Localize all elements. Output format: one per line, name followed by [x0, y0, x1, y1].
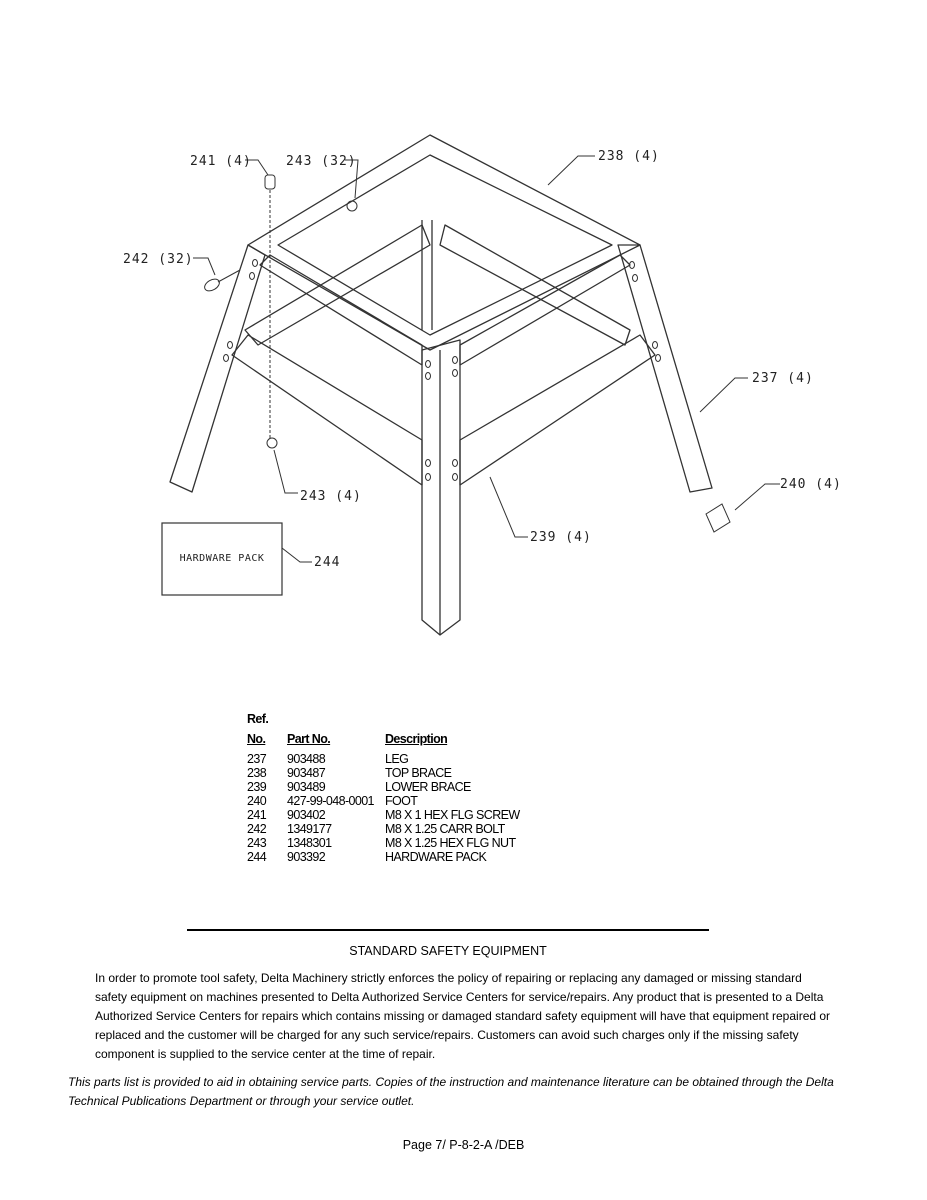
header-ref: Ref. — [247, 712, 269, 726]
foot-240-icon — [706, 504, 730, 532]
callout-244: 244 — [314, 555, 341, 570]
upper-brace-right — [460, 255, 630, 365]
section-divider — [187, 929, 709, 931]
callout-242: 242 (32) — [123, 252, 194, 267]
callout-238: 238 (4) — [598, 149, 660, 164]
screw-241-icon — [265, 175, 275, 189]
callout-239: 239 (4) — [530, 530, 592, 545]
table-row: 244 903392 HARDWARE PACK — [247, 850, 487, 864]
lower-brace-back-right — [440, 225, 630, 345]
front-leg — [422, 340, 460, 635]
table-row: 238 903487 TOP BRACE — [247, 766, 452, 780]
lower-brace-left — [232, 335, 422, 485]
table-row: 242 1349177 M8 X 1.25 CARR BOLT — [247, 822, 505, 836]
nut-243-top-icon — [347, 201, 357, 211]
lower-brace-right — [460, 335, 655, 485]
table-row: 239 903489 LOWER BRACE — [247, 780, 471, 794]
safety-title: STANDARD SAFETY EQUIPMENT — [349, 944, 547, 958]
table-row: 237 903488 LEG — [247, 752, 409, 766]
parts-header-ref-row — [247, 712, 545, 726]
table-row: 241 903402 M8 X 1 HEX FLG SCREW — [247, 808, 520, 822]
parts-header-row — [247, 732, 545, 746]
carriage-bolt-242-icon — [203, 277, 222, 294]
top-brace-inner — [278, 155, 612, 335]
callout-237: 237 (4) — [752, 371, 814, 386]
table-row: 243 1348301 M8 X 1.25 HEX FLG NUT — [247, 836, 516, 850]
header-no: No. — [247, 732, 266, 746]
callout-241: 241 (4) — [190, 154, 252, 169]
table-row: 240 427-99-048-0001 FOOT — [247, 794, 418, 808]
right-leg — [618, 245, 712, 492]
callout-240: 240 (4) — [780, 477, 842, 492]
callout-243-bottom: 243 (4) — [300, 489, 362, 504]
nut-243-bottom-icon — [267, 438, 277, 448]
callout-243-top: 243 (32) — [286, 154, 357, 169]
header-part-no: Part No. — [287, 732, 331, 746]
hardware-pack-label: HARDWARE PACK — [179, 553, 265, 564]
upper-brace-left — [260, 255, 422, 365]
parts-list — [247, 712, 545, 864]
lower-brace-back-left — [245, 225, 430, 345]
parts-list-note: This parts list is provided to aid in obtaining service parts. Copies of the instruction and maintenance literature can be obtained through the Delta Technical Publications Department or through your service outlet. — [68, 1075, 834, 1108]
header-description: Description — [385, 732, 448, 746]
safety-paragraph: In order to promote tool safety, Delta Machinery strictly enforces the policy of repairing or replacing any damaged or missing standard safety equipment on machines presented to Delta Authorized Service Centers for service/repairs. Any product that is presented to a Delta Authorized Service Centers for repairs which contains missing or damaged standard safety equipment will have that equipment repaired or replaced and the customer will be charged for any such service/repairs. Customers can avoid such charges only if the missing safety component is supplied to the service center at the time of repair. — [95, 971, 831, 1061]
page-footer: Page 7/ P-8-2-A /DEB — [402, 1138, 525, 1152]
